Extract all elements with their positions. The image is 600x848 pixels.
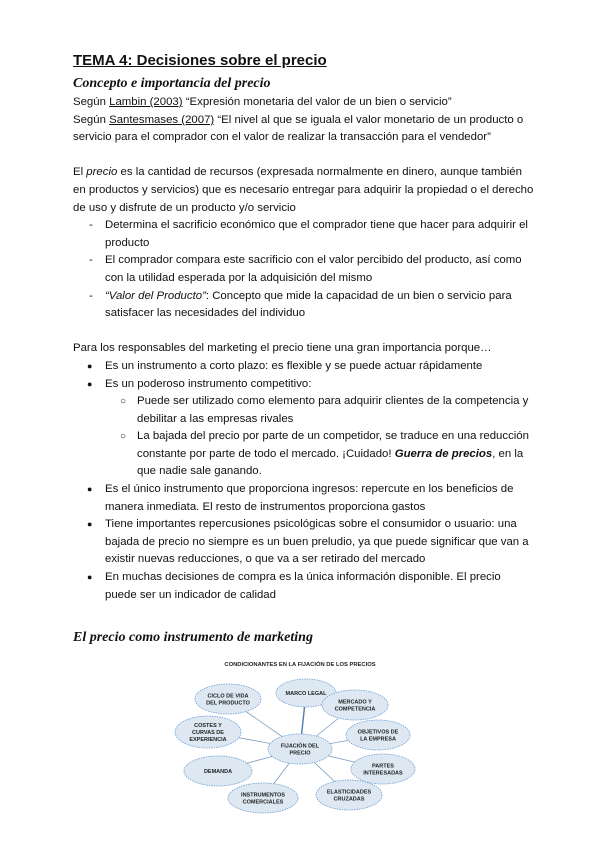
node-label: DEL PRODUCTO: [206, 700, 250, 707]
diagram-node: [184, 756, 252, 786]
node-label: ELASTICIDADES: [326, 789, 372, 796]
list-item: [105, 428, 535, 481]
section-heading: Concepto e importancia del precio: [73, 76, 271, 91]
diagram-node: [175, 716, 241, 748]
paragraph-importancia: Para los responsables del marketing el precio tiene una gran importancia porque…: [73, 342, 492, 355]
node-label: DEMANDA: [203, 769, 233, 776]
list-item: - El comprador compara este sacrificio con el valor percibido del producto, así como con la utilidad esperada por la adquisición del mismo: [73, 252, 535, 287]
node-label: FIJACIÓN DEL: [280, 743, 320, 750]
text: “Expresión monetaria del valor de un bien o servicio”: [182, 96, 452, 108]
list-item: ● En muchas decisiones de compra es la única información disponible. El precio puede ser un indicador de calidad: [73, 569, 535, 604]
diagram-node: [195, 684, 261, 714]
node-label: INTERESADAS: [363, 770, 403, 777]
author-citation: Santesmases (2007): [109, 113, 215, 126]
diagram-node: [351, 754, 415, 784]
node-label: MARCO LEGAL: [285, 691, 327, 698]
diagram-node: [346, 720, 410, 750]
emphasis: “Valor del Producto”: [105, 289, 206, 302]
author-citation: Lambin (2003): [109, 96, 183, 108]
pricing-factors-diagram: [170, 654, 430, 816]
text: Según: [73, 113, 110, 126]
emphasis: precio: [86, 166, 118, 179]
node-label: COSTES Y: [194, 723, 222, 730]
emphasis: Guerra de precios: [394, 447, 493, 460]
diagram-node: [268, 734, 332, 764]
list-item: [73, 376, 535, 482]
dash-list: [73, 217, 535, 323]
page-title: TEMA 4: Decisiones sobre el precio: [73, 52, 327, 69]
diagram-title: CONDICIONANTES EN LA FIJACIÓN DE LOS PRECIOS: [224, 662, 376, 669]
list-item: ○ Puede ser utilizado como elemento para adquirir clientes de la competencia y debilitar a las empresas rivales: [105, 393, 535, 428]
text: Es un poderoso instrumento competitivo:: [105, 377, 312, 390]
node-label: COMPETENCIA: [334, 706, 376, 713]
diagram-node: [316, 780, 382, 810]
text: es la cantidad de recursos (expresada normalmente en dinero, aunque también en productos y servicios) que es necesario entregar para adquirir la propiedad o el derecho de uso y disfrute de un producto y/o servicio: [73, 166, 534, 214]
text: : Concepto que mide la capacidad de un bien o servicio para satisfacer las necesidades del individuo: [105, 289, 512, 320]
node-label: PRECIO: [289, 750, 311, 757]
node-label: CRUZADAS: [333, 796, 365, 803]
text: El: [73, 166, 87, 179]
bullet-list: [73, 358, 535, 604]
node-label: CICLO DE VIDA: [207, 693, 249, 700]
definition-santesmases: [73, 112, 535, 147]
list-item: - Determina el sacrificio económico que el comprador tiene que hacer para adquirir el producto: [73, 217, 535, 252]
node-label: INSTRUMENTOS: [241, 792, 285, 799]
node-label: MERCADO Y: [338, 699, 372, 706]
text: “El nivel al que se iguala el valor monetario de un producto o servicio para el comprador con el valor de realizar la transacción para el vendedor”: [73, 113, 524, 144]
diagram-node: [322, 690, 388, 720]
list-item: ● Tiene importantes repercusiones psicológicas sobre el consumidor o usuario: una bajada de precio no siempre es un buen preludio, ya que puede significar que van a existir nuevas reducciones, o que va a ser retirado del mercado: [73, 516, 535, 569]
node-label: COMERCIALES: [242, 799, 284, 806]
list-item: ● Es un instrumento a corto plazo: es flexible y se puede actuar rápidamente: [73, 358, 535, 376]
text: Según: [73, 96, 110, 108]
list-item: ● Es el único instrumento que proporciona ingresos: repercute en los beneficios de manera inmediata. El resto de instrumentos proporciona gastos: [73, 481, 535, 516]
node-label: CURVAS DE: [192, 730, 224, 737]
node-label: LA EMPRESA: [360, 736, 396, 743]
node-label: OBJETIVOS DE: [357, 729, 399, 736]
list-item: [73, 288, 535, 323]
paragraph-precio: [73, 164, 535, 217]
section-heading: El precio como instrumento de marketing: [73, 630, 313, 646]
node-label: PARTES: [372, 763, 394, 770]
text: , en la que nadie sale ganando.: [137, 447, 524, 478]
definition-lambin: [73, 94, 535, 112]
text: La bajada del precio por parte de un competidor, se traduce en una reducción constante por parte de todo el mercado. ¡Cuidado!: [137, 430, 529, 460]
diagram-node: [228, 783, 298, 813]
node-label: EXPERIENCIA: [189, 737, 227, 744]
sub-list: [105, 393, 535, 481]
